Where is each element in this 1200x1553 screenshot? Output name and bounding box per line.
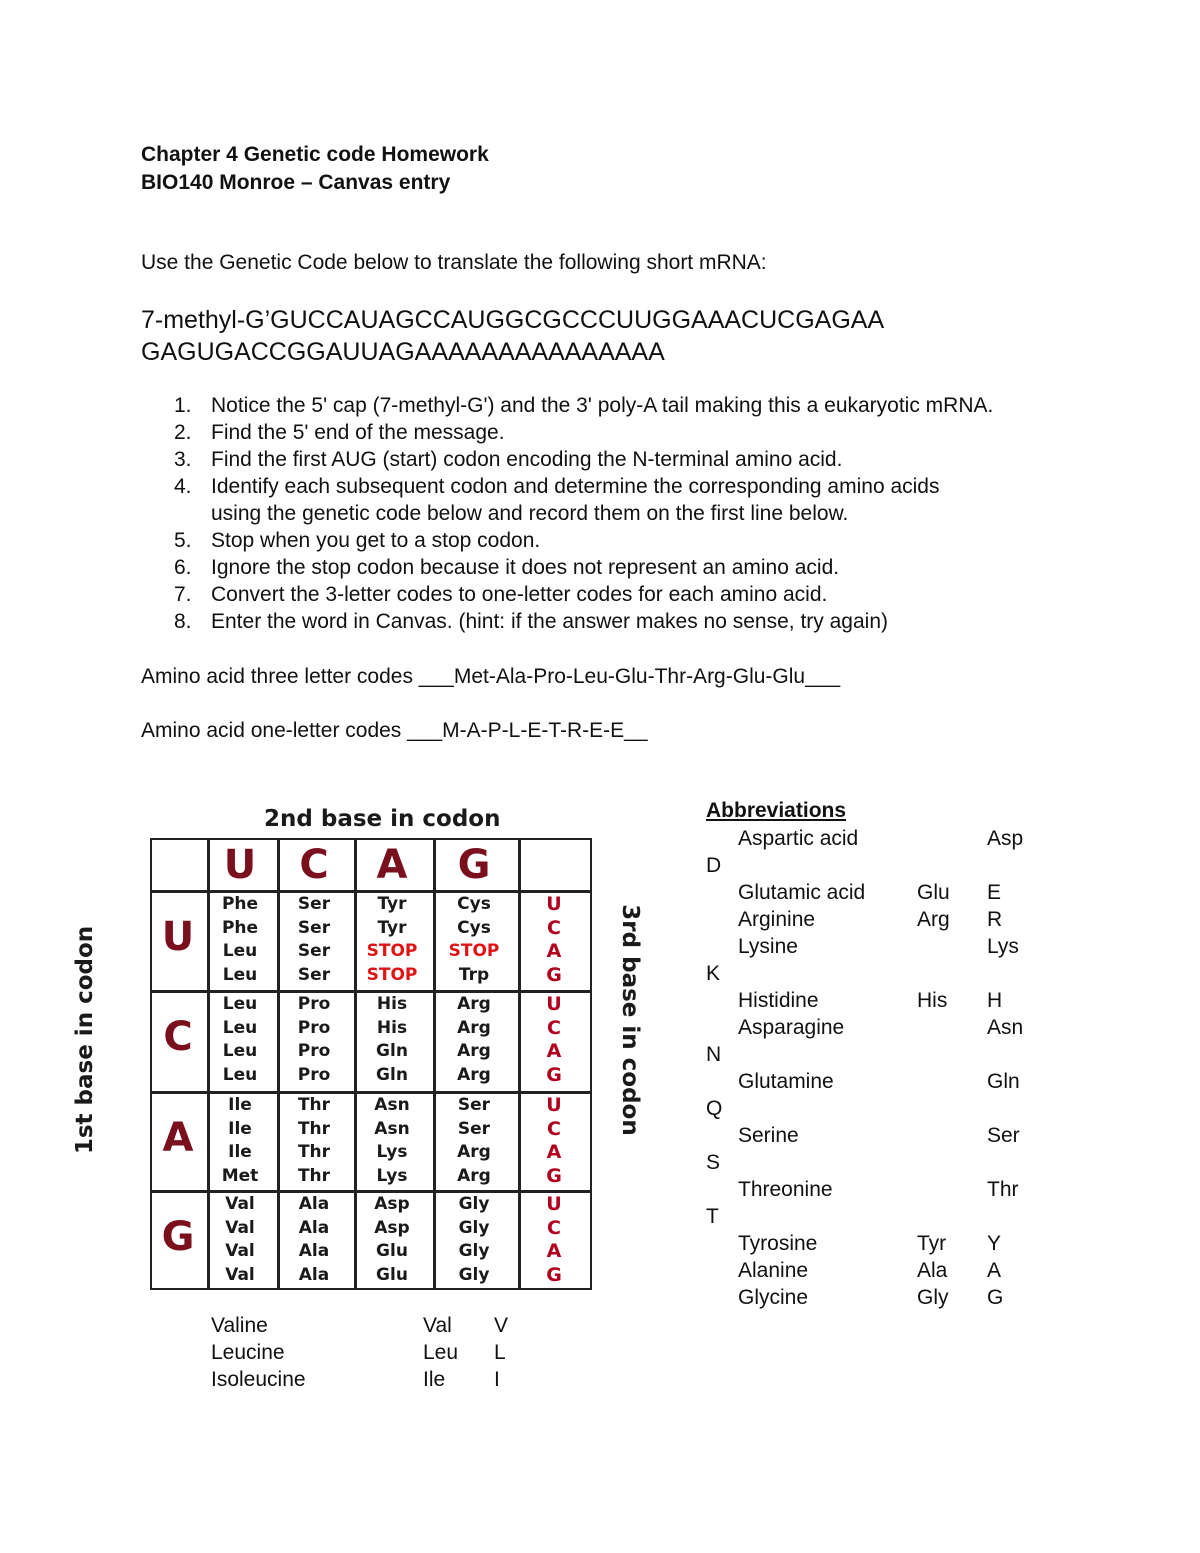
amino-acid: Gln (376, 1064, 408, 1085)
step-number: 6. (174, 556, 192, 579)
amino-acid: Gly (458, 1217, 490, 1238)
codon-cell (457, 1094, 491, 1188)
abbreviation-three: Ala (917, 1259, 948, 1282)
second-base-a: A (376, 842, 408, 888)
third-base-letter: A (546, 1141, 562, 1163)
list-item (141, 608, 993, 635)
third-base-letter: G (546, 1164, 562, 1187)
abbreviation-one-letter: D (706, 854, 722, 877)
step-number: 3. (174, 448, 192, 471)
abbreviation-name: Serine (738, 1124, 799, 1147)
below-table-one: V (494, 1314, 509, 1337)
codon-cell (374, 1193, 409, 1287)
amino-acid: Met (221, 1165, 259, 1186)
table-divider (433, 840, 436, 1288)
abbreviation-right: Asn (987, 1016, 1024, 1039)
abbreviation-name: Alanine (738, 1259, 809, 1282)
third-base-column (546, 1193, 562, 1287)
abbreviation-name: Histidine (738, 989, 819, 1012)
amino-acid: Gly (458, 1264, 490, 1285)
abbreviation-one-letter: K (706, 962, 721, 985)
abbreviation-one-letter: N (706, 1043, 722, 1066)
third-base-letter: C (547, 916, 561, 939)
table-divider (152, 990, 590, 993)
third-base-letter: G (546, 963, 562, 986)
amino-acid: Asn (374, 1118, 410, 1139)
amino-acid: His (376, 1017, 408, 1038)
list-item (141, 392, 993, 419)
abbreviation-name: Asparagine (738, 1016, 845, 1039)
amino-acid: Gln (376, 1041, 408, 1061)
step-number: 4. (174, 475, 192, 498)
steps-list (141, 392, 993, 635)
list-item (141, 500, 993, 527)
amino-acid: Lys (376, 1165, 408, 1186)
amino-acid: Ile (228, 1118, 252, 1139)
amino-acid: Cys (457, 917, 491, 938)
below-table-one: L (494, 1341, 506, 1364)
third-base-letter: G (546, 1263, 562, 1286)
second-base-u: U (223, 842, 257, 888)
third-base-letter: U (546, 993, 562, 1015)
below-table-name: Leucine (211, 1341, 285, 1364)
first-base-a: A (162, 1115, 194, 1161)
abbreviation-right: Thr (987, 1178, 1019, 1201)
step-text: Convert the 3-letter codes to one-letter codes for each amino acid. (211, 583, 828, 606)
amino-acid: Ser (457, 1095, 491, 1115)
step-number: 5. (174, 529, 192, 552)
table-divider (152, 1190, 590, 1193)
abbreviation-name: Aspartic acid (738, 827, 859, 850)
amino-acid: Ile (228, 1095, 252, 1115)
amino-acid: Lys (376, 1142, 408, 1162)
amino-acid: Ser (297, 964, 331, 985)
abbreviation-right: H (987, 989, 1003, 1012)
amino-acid: Val (225, 1241, 255, 1261)
amino-acid: Leu (222, 994, 258, 1014)
stop-codon: STOP (366, 941, 418, 961)
third-base-letter: A (546, 1240, 562, 1262)
third-base-letter: U (546, 1193, 562, 1215)
step-text: Find the 5' end of the message. (211, 421, 505, 444)
below-table-one: I (494, 1368, 500, 1391)
abbreviation-right: Asp (987, 827, 1024, 850)
abbreviation-three: Glu (917, 881, 950, 904)
below-table-three: Ile (423, 1368, 446, 1391)
below-table-three: Val (423, 1314, 452, 1337)
third-base-letter: C (547, 1117, 561, 1140)
amino-acid: Arg (457, 1064, 491, 1085)
step-text: Stop when you get to a stop codon. (211, 529, 541, 552)
mrna-sequence-line-2: GAGUGACCGGAUUAGAAAAAAAAAAAAAAA (141, 338, 665, 366)
step-number: 2. (174, 421, 192, 444)
stop-codon: STOP (366, 964, 418, 985)
step-text: Ignore the stop codon because it does not represent an amino acid. (211, 556, 840, 579)
codon-cell (449, 893, 500, 987)
step-text: Identify each subsequent codon and determine the corresponding amino acids (211, 475, 940, 498)
abbreviation-three: Arg (917, 908, 950, 931)
amino-acid: Arg (457, 994, 491, 1014)
third-base-letter: A (546, 940, 562, 962)
list-item (141, 581, 993, 608)
amino-acid: Ala (298, 1217, 330, 1238)
list-item (141, 527, 993, 554)
abbreviation-right: E (987, 881, 1002, 904)
codon-cell (223, 993, 257, 1087)
amino-acid: Thr (297, 1118, 331, 1139)
amino-acid: Phe (221, 894, 259, 914)
table-divider (518, 840, 521, 1288)
codon-cell (457, 993, 491, 1087)
amino-acid: Arg (457, 1165, 491, 1186)
codon-cell (376, 993, 408, 1087)
step-text: using the genetic code below and record them on the first line below. (211, 502, 849, 525)
amino-acid: Phe (221, 917, 259, 938)
amino-acid: Pro (297, 1041, 331, 1061)
abbreviation-right: A (987, 1259, 1002, 1282)
step-text: Enter the word in Canvas. (hint: if the answer makes no sense, try again) (211, 610, 888, 633)
abbreviation-three: Tyr (917, 1232, 947, 1255)
abbreviation-one-letter: S (706, 1151, 721, 1174)
amino-acid: Arg (457, 1041, 491, 1061)
abbreviation-name: Threonine (738, 1178, 833, 1201)
below-table-name: Isoleucine (211, 1368, 306, 1391)
abbreviation-right: Y (987, 1232, 1002, 1255)
codon-cell (222, 1094, 259, 1188)
table-divider (354, 840, 357, 1288)
amino-acid: Glu (376, 1241, 408, 1261)
table-divider (152, 1091, 590, 1094)
codon-cell (374, 1094, 409, 1188)
codon-cell (367, 893, 418, 987)
abbreviations-heading: Abbreviations (706, 799, 847, 822)
abbreviation-right: Gln (987, 1070, 1020, 1093)
amino-acid: Ala (298, 1264, 330, 1285)
abbreviation-one-letter: T (706, 1205, 719, 1228)
step-text: Notice the 5' cap (7-methyl-G') and the 3' poly-A tail making this a eukaryotic mRNA. (211, 394, 994, 417)
amino-acid: Ser (297, 941, 331, 961)
step-number: 8. (174, 610, 192, 633)
below-table-name: Valine (211, 1314, 268, 1337)
amino-acid: Arg (457, 1017, 491, 1038)
step-number: 7. (174, 583, 192, 606)
three-letter-answer: Amino acid three letter codes ___Met-Ala-Pro-Leu-Glu-Thr-Arg-Glu-Glu___ (141, 665, 841, 688)
third-base-letter: U (546, 893, 562, 915)
third-base-column (546, 993, 562, 1087)
amino-acid: Ser (457, 1118, 491, 1139)
abbreviation-name: Glutamine (738, 1070, 834, 1093)
amino-acid: Leu (222, 1064, 258, 1085)
abbreviation-one-letter: Q (706, 1097, 723, 1120)
codon-cell (225, 1193, 255, 1287)
list-item (141, 473, 993, 500)
amino-acid: Ser (297, 917, 331, 938)
amino-acid: Ala (298, 1241, 330, 1261)
document-subtitle: BIO140 Monroe – Canvas entry (141, 171, 451, 194)
third-base-letter: U (546, 1094, 562, 1116)
abbreviation-name: Arginine (738, 908, 816, 931)
table-divider (207, 840, 210, 1288)
amino-acid: Leu (222, 964, 258, 985)
first-base-c: C (163, 1014, 193, 1060)
amino-acid: Tyr (377, 917, 407, 938)
below-table-three: Leu (423, 1341, 459, 1364)
step-number: 1. (174, 394, 192, 417)
amino-acid: Cys (457, 894, 491, 914)
amino-acid: Val (225, 1217, 255, 1238)
amino-acid: Ile (228, 1142, 252, 1162)
list-item (141, 554, 993, 581)
third-base-column (546, 893, 562, 987)
amino-acid: Thr (297, 1142, 331, 1162)
amino-acid: Tyr (377, 894, 407, 914)
third-base-column (546, 1094, 562, 1188)
abbreviation-right: Ser (987, 1124, 1020, 1147)
codon-cell (298, 993, 331, 1087)
amino-acid: Pro (297, 994, 331, 1014)
amino-acid: Leu (222, 1017, 258, 1038)
amino-acid: Trp (458, 964, 490, 985)
codon-cell (459, 1193, 490, 1287)
mrna-sequence-line-1: 7-methyl-G’GUCCAUAGCCAUGGCGCCCUUGGAAACUCGAGAA (141, 306, 885, 334)
codon-cell (298, 893, 330, 987)
third-base-letter: G (546, 1063, 562, 1086)
stop-codon: STOP (448, 941, 500, 961)
abbreviation-right: Lys (987, 935, 1019, 958)
amino-acid: Val (225, 1264, 255, 1285)
abbreviation-right: G (987, 1286, 1004, 1309)
amino-acid: Thr (297, 1165, 331, 1186)
amino-acid: Thr (297, 1095, 331, 1115)
first-base-g: G (161, 1214, 195, 1260)
codon-cell (298, 1094, 330, 1188)
abbreviation-name: Lysine (738, 935, 798, 958)
list-item (141, 419, 993, 446)
second-base-c: C (299, 842, 329, 888)
amino-acid: Arg (457, 1142, 491, 1162)
first-base-u: U (161, 914, 195, 960)
amino-acid: Ala (298, 1194, 330, 1214)
amino-acid: Glu (376, 1264, 408, 1285)
table-divider (277, 840, 280, 1288)
abbreviation-three: Gly (917, 1286, 949, 1309)
amino-acid: Ser (297, 894, 331, 914)
amino-acid: Pro (297, 1064, 331, 1085)
abbreviation-name: Glycine (738, 1286, 809, 1309)
third-base-letter: A (546, 1040, 562, 1062)
abbreviation-name: Glutamic acid (738, 881, 866, 904)
amino-acid: Asp (374, 1217, 410, 1238)
codon-cell (222, 893, 258, 987)
document-title: Chapter 4 Genetic code Homework (141, 143, 489, 166)
amino-acid: Leu (222, 1041, 258, 1061)
codon-cell (299, 1193, 329, 1287)
third-base-letter: C (547, 1216, 561, 1239)
instruction-text: Use the Genetic Code below to translate the following short mRNA: (141, 251, 767, 274)
amino-acid: Val (225, 1194, 255, 1214)
amino-acid: His (376, 994, 408, 1014)
second-base-g: G (457, 842, 491, 888)
amino-acid: Asn (374, 1095, 410, 1115)
second-base-label: 2nd base in codon (264, 806, 501, 832)
third-base-letter: C (547, 1016, 561, 1039)
abbreviation-three: His (917, 989, 948, 1012)
abbreviation-right: R (987, 908, 1003, 931)
list-item (141, 446, 993, 473)
amino-acid: Gly (458, 1194, 490, 1214)
amino-acid: Asp (374, 1194, 410, 1214)
one-letter-answer: Amino acid one-letter codes ___M-A-P-L-E-T-R-E-E__ (141, 719, 648, 742)
third-base-label: 3rd base in codon (617, 904, 643, 1136)
step-text: Find the first AUG (start) codon encoding the N-terminal amino acid. (211, 448, 843, 471)
abbreviation-name: Tyrosine (738, 1232, 818, 1255)
amino-acid: Leu (222, 941, 258, 961)
amino-acid: Pro (297, 1017, 331, 1038)
first-base-label: 1st base in codon (72, 925, 98, 1155)
amino-acid: Gly (458, 1241, 490, 1261)
